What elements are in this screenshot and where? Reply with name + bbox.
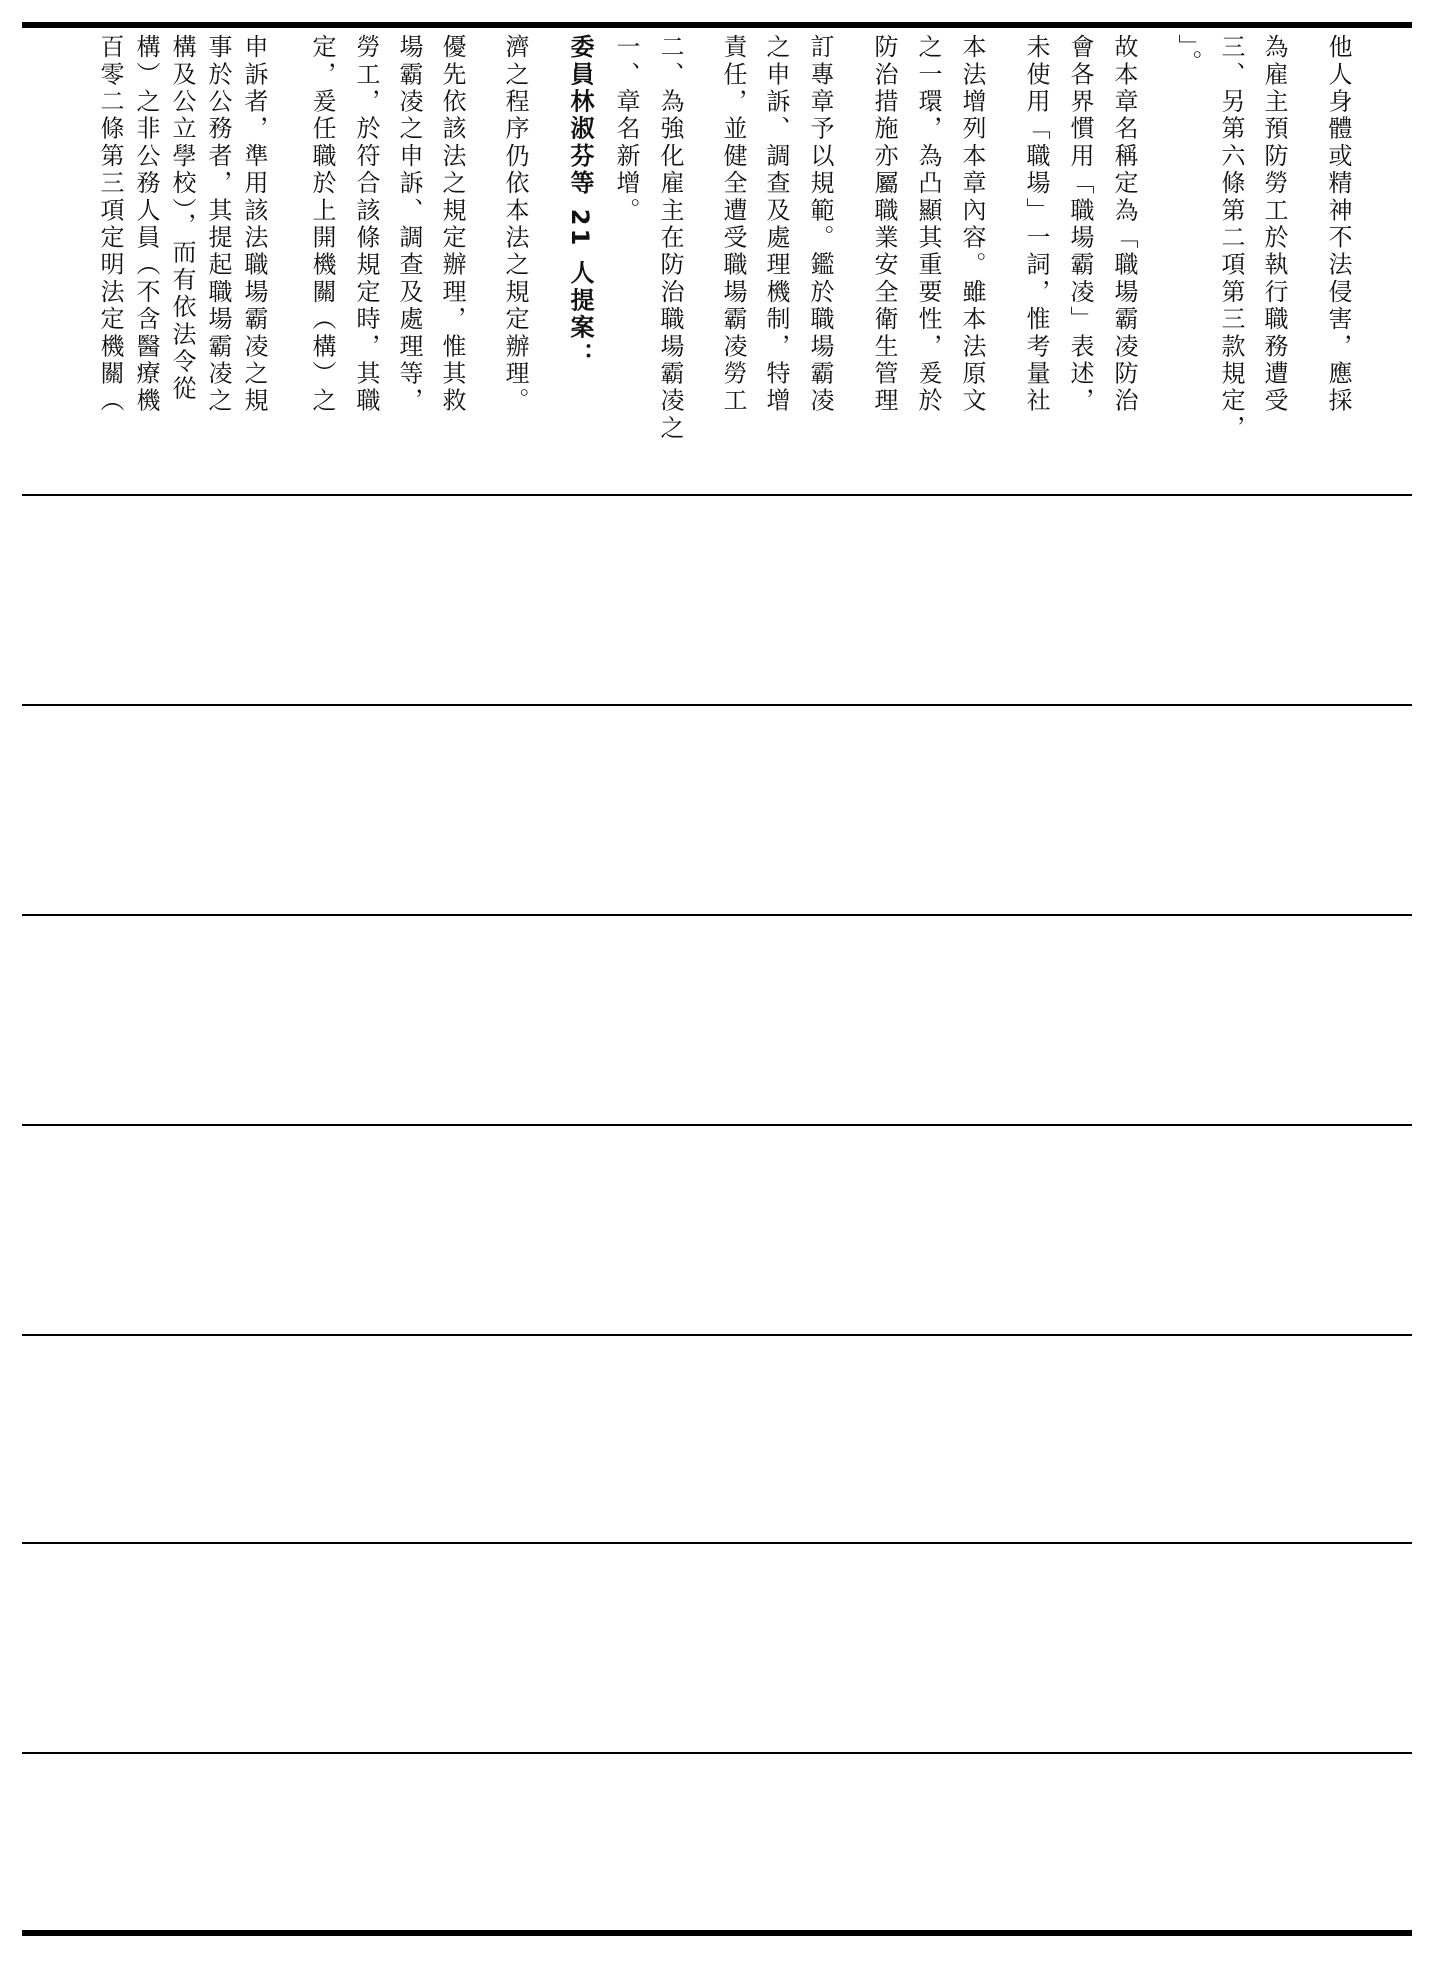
text-column: 會各界慣用「職場霸凌」表述， [1066, 34, 1094, 415]
text-column: 責任，並健全遭受職場霸凌勞工 [719, 34, 747, 415]
row-divider [22, 914, 1412, 916]
text-column: 構及公立學校），而有依法令從 [168, 34, 196, 403]
table-bottom-border [22, 1930, 1412, 1936]
text-column: 他人身體或精神不法侵害，應採 [1324, 34, 1352, 415]
proposal-heading: 委員林淑芬等 21 人提案： [566, 34, 594, 369]
text-column: 為雇主預防勞工於執行職務遭受 [1260, 34, 1288, 415]
text-column: 申訴者，準用該法職場霸凌之規 [240, 34, 268, 415]
row-divider [22, 494, 1412, 496]
text-column: 訂專章予以規範。鑑於職場霸凌 [806, 34, 834, 415]
text-column: 故本章名稱定為「職場霸凌防治 [1110, 34, 1138, 415]
text-column: 定，爰任職於上開機關（構）之 [308, 34, 336, 415]
text-column: 場霸凌之申訴、調查及處理等， [395, 34, 423, 415]
table-top-border [22, 22, 1412, 28]
row-divider [22, 1334, 1412, 1336]
text-column: 勞工，於符合該條規定時，其職 [352, 34, 380, 415]
text-column: 防治措施亦屬職業安全衛生管理 [870, 34, 898, 415]
text-column: 百零二條第三項定明法定機關（ [96, 34, 124, 415]
text-column: 優先依該法之規定辦理，惟其救 [438, 34, 466, 415]
text-column: 未使用「職場」一詞，惟考量社 [1022, 34, 1050, 415]
row-divider [22, 1124, 1412, 1126]
row-divider [22, 1542, 1412, 1544]
text-column: 二、為強化雇主在防治職場霸凌之 [656, 34, 684, 442]
text-column: 三、另第六條第二項第三款規定， [1217, 34, 1245, 442]
row-divider [22, 704, 1412, 706]
vertical-text-block [0, 30, 1436, 470]
text-column: 之一環，為凸顯其重要性，爰於 [914, 34, 942, 415]
text-column: 一、章名新增。 [612, 34, 640, 225]
text-column: 事於公務者，其提起職場霸凌之 [204, 34, 232, 415]
text-column: 濟之程序仍依本法之規定辦理。 [501, 34, 529, 415]
text-column: 」。 [1174, 34, 1202, 77]
text-column: 構）之非公務人員（不含醫療機 [132, 34, 160, 415]
row-divider [22, 1752, 1412, 1754]
text-column: 之申訴、調查及處理機制，特增 [762, 34, 790, 415]
text-column: 本法增列本章內容。雖本法原文 [958, 34, 986, 415]
